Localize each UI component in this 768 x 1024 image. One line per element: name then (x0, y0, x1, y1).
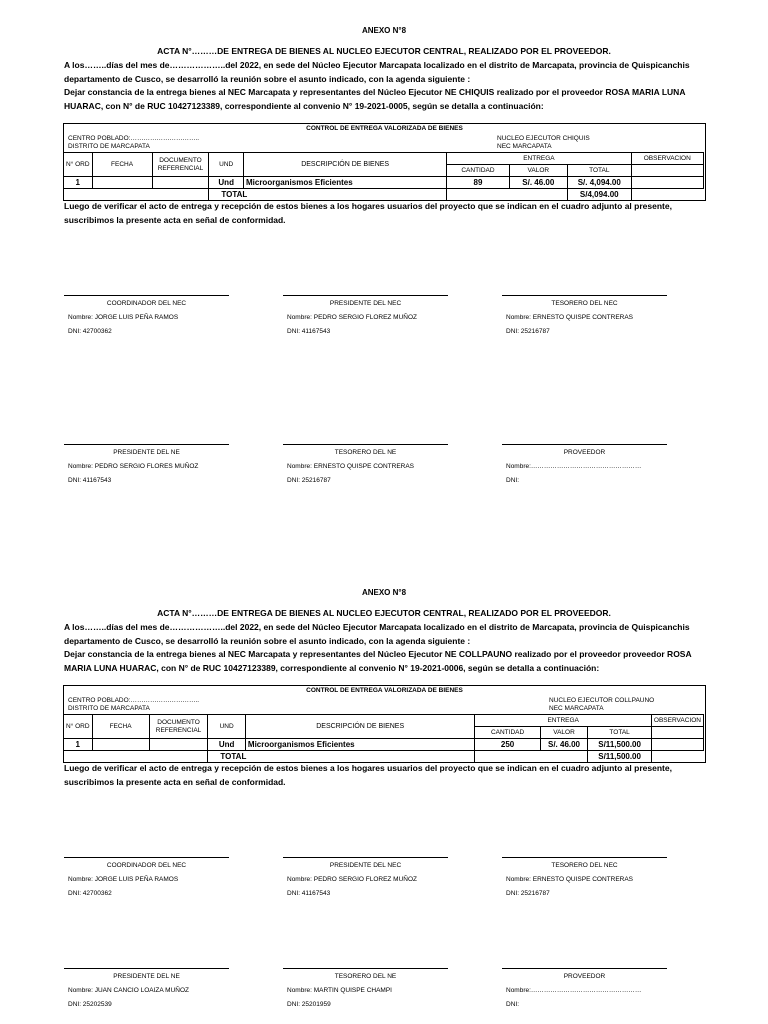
cell-cantidad: 250 (475, 739, 540, 751)
signature-block (283, 857, 448, 900)
signature-block (502, 444, 667, 487)
col-header-obs-blank (651, 727, 703, 739)
signature-line (502, 857, 667, 858)
signature-line (283, 968, 448, 969)
cell-documento (149, 739, 208, 751)
col-header-total: TOTAL (568, 165, 632, 177)
signature-role: COORDINADOR DEL NEC (106, 300, 187, 307)
signature-role: PROVEEDOR (563, 449, 606, 456)
signature-role: PRESIDENTE DEL NE (113, 973, 180, 980)
signature-name: Nombre: ERNESTO QUISPE CONTRERAS (506, 876, 634, 883)
intro-paragraph: A los……..días del mes de………………..del 2022, en sede del Núcleo Ejecutor Marcapata localizado en el distrito de Marcapata, provincia de Quispicanchis departamento de Cusco, se desarrolló la reunión sobre el asunto indicado, con la agenda siguiente : (64, 622, 690, 646)
signature-block (502, 295, 667, 338)
signature-dni: DNI: 25216787 (506, 890, 550, 897)
constancia-paragraph: Dejar constancia de la entrega bienes al NEC Marcapata y representantes del Núcleo Ejecutor NE COLLPAUNO realizado por el proveedor proveedor ROSA MARIA LUNA HUARAC, con N° de RUC 10427123389, correspondiente al convenio N° 19-2021-0006, según se detalla a continuación: (64, 649, 692, 673)
col-header-observacion: OBSERVACION (651, 715, 703, 727)
cell-documento (152, 177, 209, 189)
total-label: TOTAL (208, 751, 475, 763)
cell-fecha (92, 739, 149, 751)
col-header-und: UND (209, 153, 244, 177)
intro-text (64, 59, 714, 113)
total-value: S/4,094.00 (568, 189, 632, 201)
goods-table (63, 714, 704, 763)
signature-line (64, 295, 229, 296)
nec-name: NEC MARCAPATA (497, 143, 552, 150)
nucleo-ejecutor: NUCLEO EJECUTOR COLLPAUNO (549, 697, 655, 704)
signature-line (283, 857, 448, 858)
table-row (64, 177, 704, 189)
intro-paragraph: A los……..días del mes de………………..del 2022, en sede del Núcleo Ejecutor Marcapata localizado en el distrito de Marcapata, provincia de Quispicanchis departamento de Cusco, se desarrolló la reunión sobre el asunto indicado, con la agenda siguiente : (64, 60, 690, 84)
centro-poblado: CENTRO POBLADO:………………………….. (68, 135, 200, 142)
signature-line (64, 444, 229, 445)
constancia-paragraph: Dejar constancia de la entrega bienes al NEC Marcapata y representantes del Núcleo Ejecutor NE CHIQUIS realizado por el proveedor ROSA MARIA LUNA HUARAC, con N° de RUC 10427123389, correspondiente al convenio N° 19-2021-0005, según se detalla a continuación: (64, 87, 686, 111)
signature-block (283, 295, 448, 338)
cell-valor: S/. 46.00 (540, 739, 588, 751)
signature-dni: DNI: (506, 1001, 519, 1008)
cell-nro: 1 (64, 739, 93, 751)
cell-cantidad: 89 (447, 177, 509, 189)
cell-total: S/. 4,094.00 (568, 177, 632, 189)
signature-dni: DNI: 41167543 (287, 328, 331, 335)
cell-descripcion: Microorganismos Eficientes (245, 739, 475, 751)
anexo-heading: ANEXO N°8 (361, 588, 407, 597)
col-header-nro: N° ORD (64, 715, 93, 739)
col-header-documento: DOCUMENTO REFERENCIAL (149, 715, 208, 739)
distrito: DISTRITO DE MARCAPATA (68, 705, 150, 712)
col-header-valor: VALOR (540, 727, 588, 739)
signature-line (64, 857, 229, 858)
col-header-obs-blank (631, 165, 703, 177)
signature-role: PRESIDENTE DEL NEC (329, 862, 402, 869)
anexo-heading: ANEXO N°8 (361, 26, 407, 35)
col-header-nro: N° ORD (64, 153, 93, 177)
cell-und: Und (209, 177, 244, 189)
signature-dni: DNI: (506, 477, 519, 484)
signature-block (283, 444, 448, 487)
location-info (68, 697, 199, 713)
signature-role: TESORERO DEL NEC (551, 300, 618, 307)
signature-role: TESORERO DEL NE (334, 449, 397, 456)
signature-line (502, 444, 667, 445)
closing-text: Luego de verificar el acto de entrega y recepción de estos bienes a los hogares usuarios del proyecto que se indican en el cuadro adjunto al presente, suscribimos la presente acta en señal de conformidad. (64, 763, 672, 787)
control-table (63, 685, 706, 763)
signature-dni: DNI: 25216787 (506, 328, 550, 335)
signature-dni: DNI: 41167543 (287, 890, 331, 897)
col-header-observacion: OBSERVACION (631, 153, 703, 165)
signature-block (502, 857, 667, 900)
signature-block (64, 857, 229, 900)
nec-name: NEC MARCAPATA (549, 705, 604, 712)
total-row (64, 751, 704, 763)
cell-nro: 1 (64, 177, 93, 189)
signature-name: Nombre: JORGE LUIS PEÑA RAMOS (68, 876, 179, 883)
acta-title: ACTA N°………DE ENTREGA DE BIENES AL NUCLEO EJECUTOR CENTRAL, REALIZADO POR EL PROVEEDOR. (157, 46, 611, 56)
nucleo-info (549, 697, 654, 713)
signature-line (64, 968, 229, 969)
table-row (64, 739, 704, 751)
control-table-title: CONTROL DE ENTREGA VALORIZADA DE BIENES (306, 687, 463, 694)
signature-name: Nombre: JUAN CANCIO LOAIZA MUÑOZ (68, 987, 189, 994)
col-header-und: UND (208, 715, 246, 739)
col-header-cantidad: CANTIDAD (475, 727, 540, 739)
signature-role: TESORERO DEL NE (334, 973, 397, 980)
signature-line (283, 295, 448, 296)
signature-dni: DNI: 42700362 (68, 328, 112, 335)
centro-poblado: CENTRO POBLADO:………………………….. (68, 697, 200, 704)
col-header-documento: DOCUMENTO REFERENCIAL (152, 153, 209, 177)
signature-block (283, 968, 448, 1011)
signature-dni: DNI: 42700362 (68, 890, 112, 897)
signature-line (283, 444, 448, 445)
signature-role: PRESIDENTE DEL NEC (329, 300, 402, 307)
goods-table (63, 152, 704, 201)
signature-dni: DNI: 41167543 (68, 477, 112, 484)
col-header-fecha: FECHA (92, 153, 152, 177)
signature-role: COORDINADOR DEL NEC (106, 862, 187, 869)
signature-role: PRESIDENTE DEL NE (113, 449, 180, 456)
signature-name: Nombre: PEDRO SERGIO FLOREZ MUÑOZ (287, 314, 418, 321)
intro-text (64, 621, 714, 675)
closing-text: Luego de verificar el acto de entrega y recepción de estos bienes a los hogares usuarios del proyecto que se indican en el cuadro adjunto al presente, suscribimos la presente acta en señal de conformidad. (64, 201, 672, 225)
signature-dni: DNI: 25216787 (287, 477, 331, 484)
col-header-descripcion: DESCRIPCIÓN DE BIENES (243, 153, 446, 177)
signature-dni: DNI: 25201959 (287, 1001, 331, 1008)
signature-name: Nombre: ERNESTO QUISPE CONTRERAS (287, 463, 415, 470)
cell-valor: S/. 46.00 (509, 177, 567, 189)
signature-block (502, 968, 667, 1011)
control-table-title: CONTROL DE ENTREGA VALORIZADA DE BIENES (306, 125, 463, 132)
signature-role: TESORERO DEL NEC (551, 862, 618, 869)
signature-name: Nombre: ERNESTO QUISPE CONTRERAS (506, 314, 634, 321)
total-row (64, 189, 704, 201)
cell-observacion (651, 739, 703, 751)
signature-line (502, 968, 667, 969)
total-value: S/11,500.00 (588, 751, 652, 763)
signature-name: Nombre: PEDRO SERGIO FLORES MUÑOZ (68, 463, 199, 470)
signature-dni: DNI: 25202539 (68, 1001, 112, 1008)
signature-block (64, 295, 229, 338)
cell-observacion (631, 177, 703, 189)
acta-title: ACTA N°………DE ENTREGA DE BIENES AL NUCLEO EJECUTOR CENTRAL, REALIZADO POR EL PROVEEDOR. (157, 608, 611, 618)
col-header-total: TOTAL (588, 727, 652, 739)
col-header-descripcion: DESCRIPCIÓN DE BIENES (245, 715, 475, 739)
location-info (68, 135, 199, 151)
col-header-cantidad: CANTIDAD (447, 165, 509, 177)
cell-total: S/11,500.00 (588, 739, 652, 751)
nucleo-ejecutor: NUCLEO EJECUTOR CHIQUIS (497, 135, 590, 142)
signature-role: PROVEEDOR (563, 973, 606, 980)
signature-name: Nombre: MARTIN QUISPE CHAMPI (287, 987, 392, 994)
signature-line (502, 295, 667, 296)
signature-block (64, 444, 229, 487)
nucleo-info (497, 135, 590, 151)
col-header-valor: VALOR (509, 165, 567, 177)
col-header-entrega: ENTREGA (447, 153, 631, 165)
signature-name: Nombre:…………………………………………… (506, 463, 642, 470)
total-label: TOTAL (209, 189, 447, 201)
signature-name: Nombre: PEDRO SERGIO FLOREZ MUÑOZ (287, 876, 418, 883)
cell-fecha (92, 177, 152, 189)
signature-name: Nombre: JORGE LUIS PEÑA RAMOS (68, 314, 179, 321)
signature-block (64, 968, 229, 1011)
control-table (63, 123, 706, 201)
cell-descripcion: Microorganismos Eficientes (243, 177, 446, 189)
col-header-fecha: FECHA (92, 715, 149, 739)
signature-name: Nombre:…………………………………………… (506, 987, 642, 994)
col-header-entrega: ENTREGA (475, 715, 651, 727)
cell-und: Und (208, 739, 246, 751)
distrito: DISTRITO DE MARCAPATA (68, 143, 150, 150)
